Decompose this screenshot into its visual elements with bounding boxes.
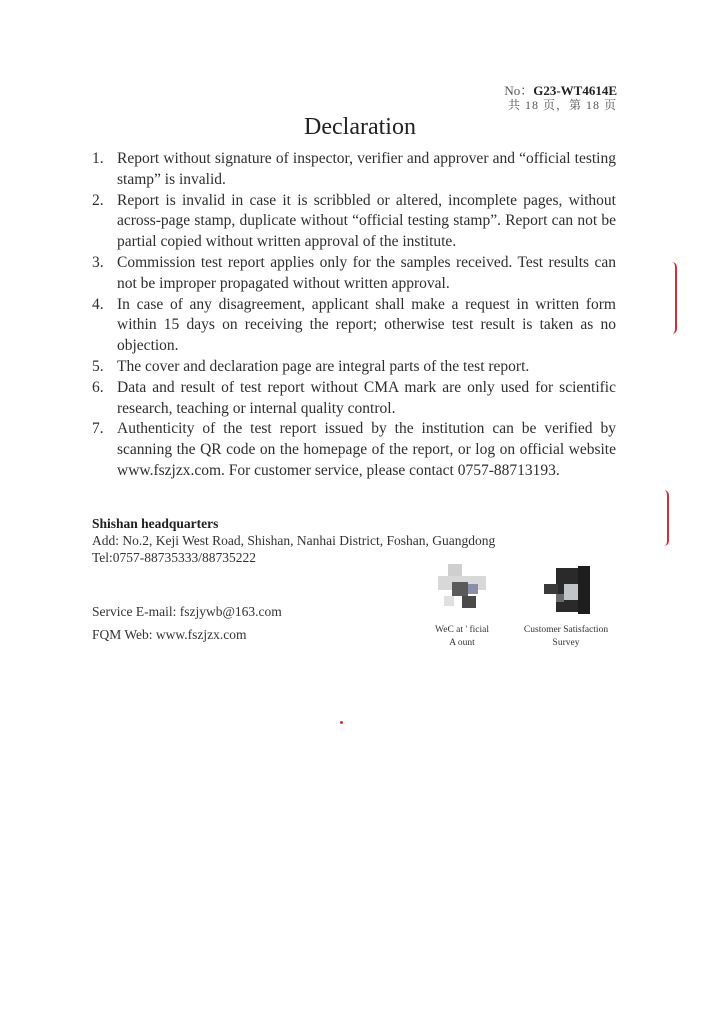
- report-number-label: No：: [504, 83, 534, 98]
- list-item: [92, 378, 616, 420]
- survey-qr-code-icon: [538, 562, 594, 618]
- stamp-edge-mark: [664, 490, 669, 546]
- headquarters-address: Add: No.2, Keji West Road, Shishan, Nanhai District, Foshan, Guangdong: [92, 533, 496, 548]
- item-number: 1.: [92, 150, 104, 167]
- item-text: Commission test report applies only for the samples received. Test results can not be improper propagated without written approval.: [117, 253, 616, 292]
- item-number: 2.: [92, 191, 104, 209]
- page-info: 共 18 页，第 18 页: [507, 98, 617, 112]
- stamp-edge-mark: [672, 262, 677, 334]
- item-text: The cover and declaration page are integral parts of the test report.: [117, 357, 530, 375]
- list-item: [92, 419, 616, 481]
- list-item: [92, 191, 616, 253]
- fqm-web: FQM Web: www.fszjzx.com: [92, 627, 247, 642]
- survey-caption-line1: Customer Satisfaction: [523, 625, 609, 635]
- wechat-qr-block: [412, 562, 512, 650]
- list-item: [92, 357, 616, 378]
- item-text: Authenticity of the test report issued by the institution can be verified by scanning the QR code on the homepage of the report, or log on official website www.fszjzx.com. For customer service, please contact 0757-88713193.: [117, 420, 616, 479]
- report-number-value: G23-WT4614E: [533, 83, 617, 98]
- contact-block: [92, 600, 282, 646]
- item-number: 3.: [92, 253, 104, 271]
- service-email: Service E-mail: fszjywb@163.com: [92, 604, 282, 619]
- item-number: 4.: [92, 295, 104, 313]
- item-number: 6.: [92, 378, 104, 396]
- page-title: Declaration: [304, 114, 416, 140]
- headquarters-title: Shishan headquarters: [92, 516, 219, 531]
- item-number: 7.: [92, 420, 104, 438]
- item-text: Report without signature of inspector, verifier and approver and “official testing stamp” is invalid.: [117, 150, 616, 188]
- headquarters-tel: Tel:0757-88735333/88735222: [92, 550, 257, 565]
- wechat-caption-line1: WeC at ' ficial: [435, 625, 489, 635]
- list-item: [92, 253, 616, 295]
- stamp-dot: [340, 721, 343, 724]
- item-text: In case of any disagreement, applicant shall make a request in written form within 15 days on receiving the report; otherwise test result is taken as no objection.: [117, 295, 616, 355]
- declaration-list: [92, 149, 616, 482]
- wechat-qr-code-icon: [434, 562, 490, 618]
- wechat-caption-line2: A ount: [449, 638, 475, 648]
- item-text: Data and result of test report without CMA mark are only used for scientific research, teaching or internal quality control.: [117, 378, 616, 417]
- list-item: [92, 149, 616, 191]
- list-item: [92, 295, 616, 357]
- item-number: 5.: [92, 357, 104, 375]
- headquarters-block: [92, 515, 495, 566]
- item-text: Report is invalid in case it is scribbled or altered, incomplete pages, without across-page stamp, duplicate without “official testing stamp”. Report can not be partial copied without written approval of the institute.: [117, 191, 616, 251]
- survey-qr-block: [516, 562, 616, 650]
- survey-caption-line2: Survey: [552, 638, 580, 648]
